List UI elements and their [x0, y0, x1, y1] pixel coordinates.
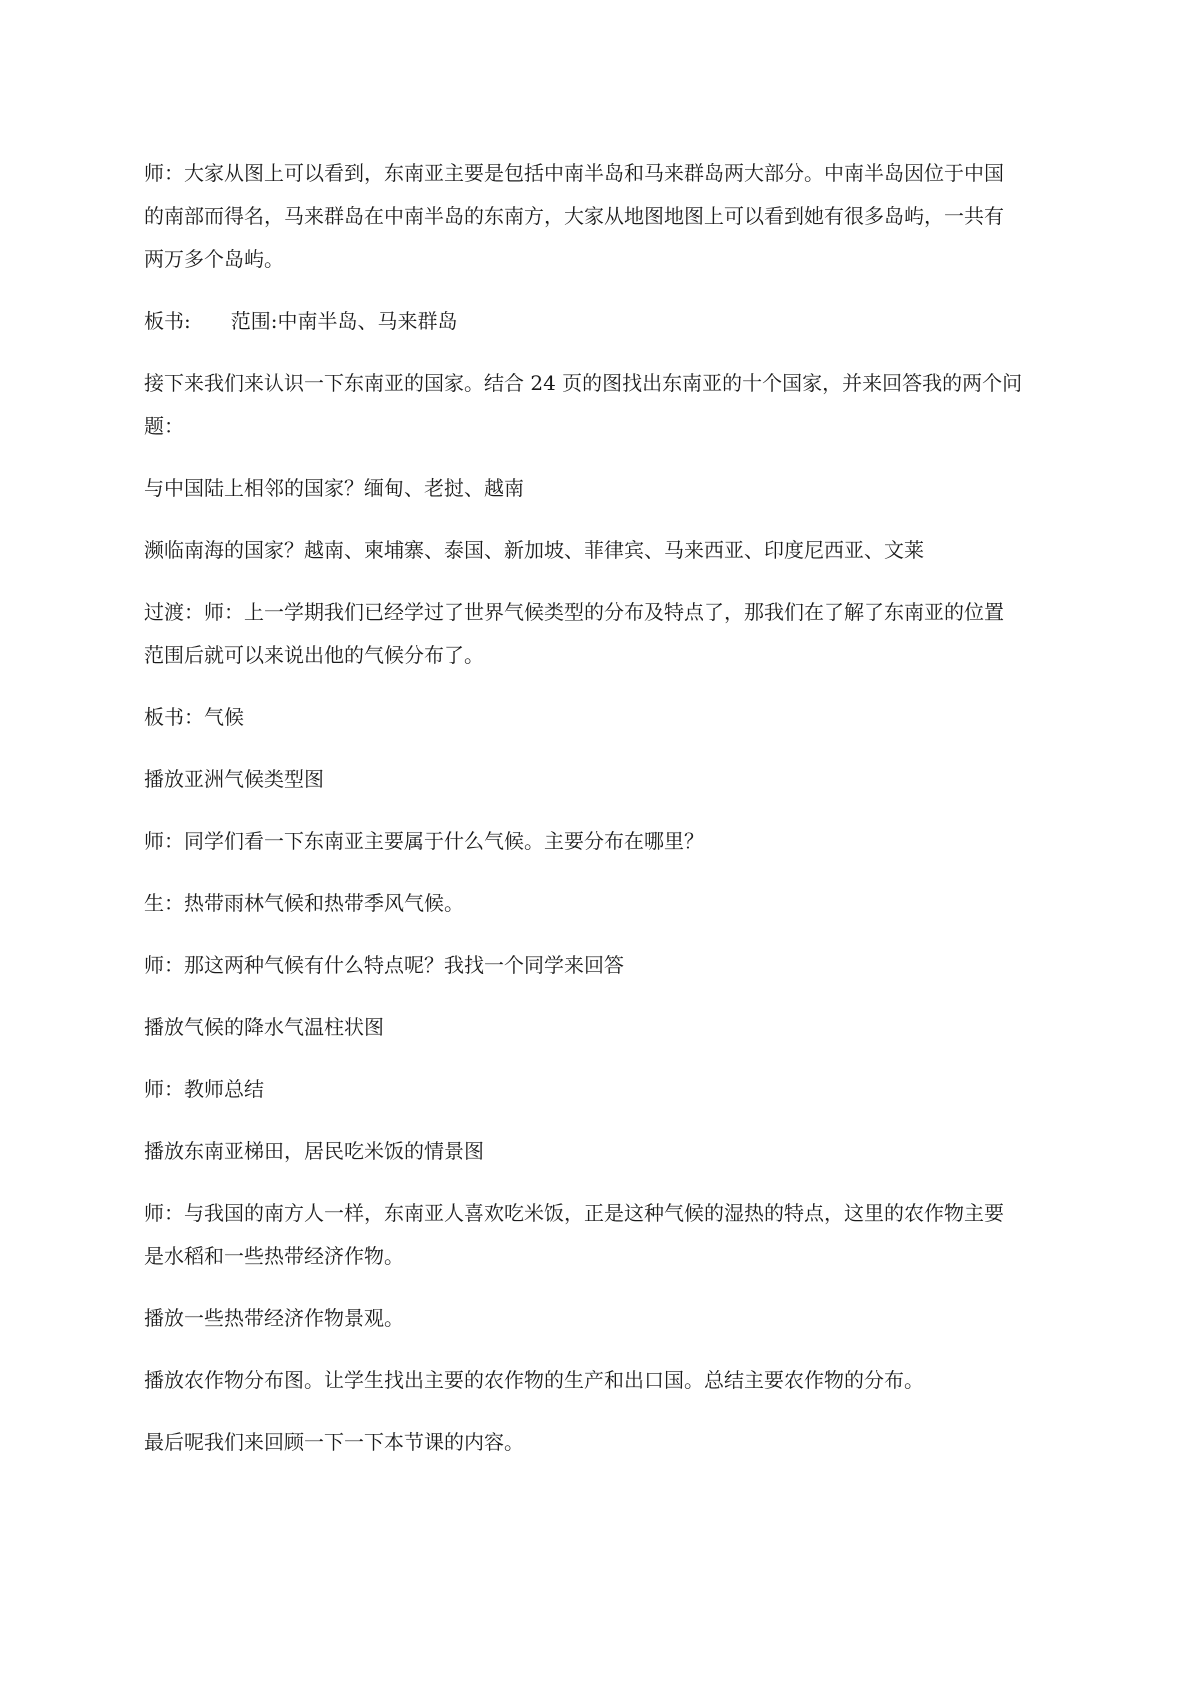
paragraph-student-answer [144, 882, 1050, 925]
paragraph-review [144, 1421, 1050, 1464]
text-line: 播放东南亚梯田，居民吃米饭的情景图 [144, 1139, 484, 1163]
paragraph-transition [144, 591, 1050, 677]
text-line [144, 300, 1050, 343]
text-line: 师：同学们看一下东南亚主要属于什么气候。主要分布在哪里？ [144, 829, 704, 853]
paragraph-board-scope [144, 300, 1050, 343]
paragraph-south-sea-countries [144, 529, 1050, 572]
paragraph-teacher-crops [144, 1192, 1050, 1278]
text-line: 与中国陆上相邻的国家？缅甸、老挝、越南 [144, 476, 524, 500]
text-line: 播放农作物分布图。让学生找出主要的农作物的生产和出口国。总结主要农作物的分布。 [144, 1368, 924, 1392]
text-line: 最后呢我们来回顾一下一下本节课的内容。 [144, 1430, 524, 1454]
document-body [144, 152, 1050, 1483]
paragraph-play-cash-crops [144, 1297, 1050, 1340]
text-line: 题： [144, 414, 184, 438]
text-line: 师：那这两种气候有什么特点呢？我找一个同学来回答 [144, 953, 624, 977]
text-line: 生：热带雨林气候和热带季风气候。 [144, 891, 464, 915]
text-line: 濒临南海的国家？越南、柬埔寨、泰国、新加坡、菲律宾、马来西亚、印度尼西亚、文莱 [144, 538, 924, 562]
text-line: 是水稻和一些热带经济作物。 [144, 1244, 404, 1268]
text-line: 的南部而得名，马来群岛在中南半岛的东南方，大家从地图地图上可以看到她有很多岛屿，一共有 [144, 204, 1004, 228]
paragraph-board-climate [144, 696, 1050, 739]
paragraph-play-climate-map [144, 758, 1050, 801]
board-text: 范围:中南半岛、马来群岛 [230, 309, 458, 333]
paragraph-teacher-summary [144, 1068, 1050, 1111]
paragraph-play-climograph [144, 1006, 1050, 1049]
text-line: 师：大家从图上可以看到，东南亚主要是包括中南半岛和马来群岛两大部分。中南半岛因位于中国 [144, 161, 1004, 185]
text-line: 师：教师总结 [144, 1077, 264, 1101]
text-line: 过渡：师：上一学期我们已经学过了世界气候类型的分布及特点了，那我们在了解了东南亚的位置 [144, 600, 1004, 624]
paragraph-play-crop-distribution [144, 1359, 1050, 1402]
paragraph-teacher-intro [144, 152, 1050, 281]
text-line: 接下来我们来认识一下东南亚的国家。结合 24 页的图找出东南亚的十个国家，并来回答我的两个问 [144, 371, 1023, 395]
text-line: 播放一些热带经济作物景观。 [144, 1306, 404, 1330]
text-line: 范围后就可以来说出他的气候分布了。 [144, 643, 484, 667]
paragraph-teacher-features [144, 944, 1050, 987]
paragraph-play-terraces [144, 1130, 1050, 1173]
board-label: 板书: [144, 309, 191, 333]
paragraph-land-neighbors [144, 467, 1050, 510]
text-line: 板书：气候 [144, 705, 244, 729]
paragraph-countries-task [144, 362, 1050, 448]
text-line: 播放气候的降水气温柱状图 [144, 1015, 384, 1039]
paragraph-teacher-question [144, 820, 1050, 863]
text-line: 播放亚洲气候类型图 [144, 767, 324, 791]
text-line: 师：与我国的南方人一样，东南亚人喜欢吃米饭，正是这种气候的湿热的特点，这里的农作物主要 [144, 1201, 1004, 1225]
text-line: 两万多个岛屿。 [144, 247, 284, 271]
